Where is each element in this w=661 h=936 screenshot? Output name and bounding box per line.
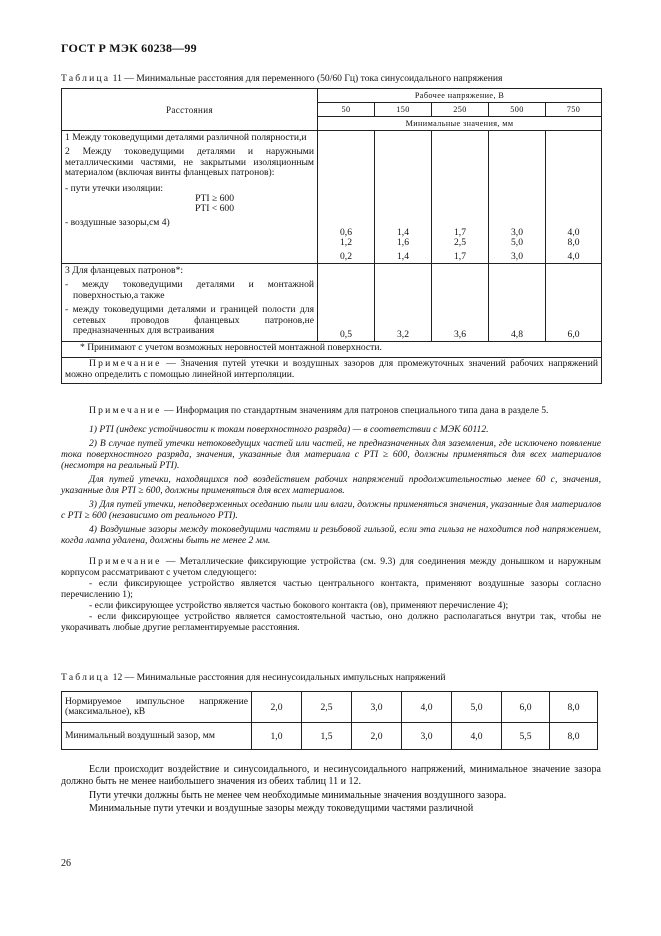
value-cell: 4,0	[452, 723, 502, 750]
group3-description	[62, 264, 318, 342]
value-cell: 3,2	[375, 264, 432, 342]
value-cell: 3,0	[511, 226, 523, 238]
value-cell: 8,0	[550, 692, 598, 723]
table12-caption-word: Таблица	[61, 672, 111, 683]
value-cell: 4,8	[489, 264, 546, 342]
group3-item: 3 Для фланцевых патронов*:	[65, 265, 184, 276]
group1-pti-ge600: PTI ≥ 600	[195, 193, 234, 205]
note2-word: Примечание	[89, 556, 162, 567]
value-cell: 4,0	[567, 226, 580, 238]
footnote-2: 2) В случае путей утечки нетоковедущих частей или частей, не предназначенных для заземления, где исключено появление тока поверхностного разряда, значения, указанные для материала с PTI ≥ 600, должны применяться для всех материалов (несмотря на реальный PTI).	[61, 438, 601, 471]
paragraph-combined-voltage: Если происходит воздействие и синусоидального, и несинусоидального напряжений, минимальное значение зазора должно быть не менее наибольшего значения из обеих таблиц 11 и 12.	[61, 764, 601, 787]
paragraph-min-paths: Минимальные пути утечки и воздушные зазоры между токоведущими частями различной	[89, 803, 474, 815]
group1-leakage: - пути утечки изоляции:	[65, 182, 164, 194]
voltage-50: 50	[318, 103, 375, 117]
value-cell: 3,0	[402, 723, 452, 750]
note-fixing-devices	[61, 556, 601, 578]
value-cell: 1,4	[397, 250, 409, 262]
value-cell: 2,5	[454, 237, 466, 249]
bullet-side-contact: - если фиксирующее устройство является частью бокового контакта (ов), применяют перечисление 4);	[89, 600, 509, 611]
table11-note	[62, 358, 602, 384]
group1-item1: 1 Между токоведущими деталями различной полярности,и	[65, 132, 307, 143]
value-cell: 5,0	[452, 692, 502, 723]
value-cell: 1,2	[340, 237, 352, 249]
notes-and-footnotes	[61, 405, 601, 633]
standard-header: ГОСТ Р МЭК 60238—99	[61, 41, 197, 55]
note-special-types	[61, 405, 601, 416]
table12-row-gap	[62, 723, 598, 750]
value-cell: 1,7	[454, 226, 466, 238]
row2-label: Минимальный воздушный зазор, мм	[62, 723, 252, 750]
value-cell: 3,0	[352, 692, 402, 723]
footnote-1: 1) PTI (индекс устойчивости к токам поверхностного разряда) — в соответствии с МЭК 60112.	[89, 424, 489, 435]
group1-description	[62, 131, 318, 264]
row1-label: Нормируемое импульсное напряжение (максимальное), кВ	[62, 692, 252, 723]
value-cell: 2,0	[352, 723, 402, 750]
value-cell: 4,0	[402, 692, 452, 723]
note1-word: Примечание	[89, 405, 162, 416]
value-cell: 6,0	[502, 692, 550, 723]
table-12	[61, 691, 598, 750]
value-cell: 4,0	[567, 250, 580, 262]
value-cell: 0,5	[318, 264, 375, 342]
value-cell: 5,0	[511, 237, 523, 249]
table11-group-3	[62, 264, 602, 342]
group1-col-50	[318, 131, 375, 264]
page-number: 26	[61, 858, 71, 869]
group1-col-150	[375, 131, 432, 264]
col-head-distances: Расстояния	[62, 89, 318, 131]
table11-note-text: — Значения путей утечки и воздушных зазоров для промежуточных значений рабочих напряжений можно определить с помощью линейной интерполяции.	[65, 358, 599, 380]
table11-footnote: * Принимают с учетом возможных неровностей монтажной поверхности.	[62, 342, 602, 358]
value-cell: 3,0	[511, 250, 523, 262]
voltage-150: 150	[375, 103, 432, 117]
value-cell: 8,0	[550, 723, 598, 750]
value-cell: 0,6	[340, 226, 352, 238]
min-values-head: Минимальные значения, мм	[318, 117, 602, 131]
closing-paragraphs	[61, 764, 601, 815]
footnote-3: 3) Для путей утечки, неподверженных оседанию пыли или влаги, должны применяться значения, указанные для материалов с PTI ≥ 600 (независимо от реального PTI).	[61, 499, 601, 521]
footnote-2b: Для путей утечки, находящихся под воздействием рабочих напряжений продолжительностью менее 60 с, значения, указанные для PTI ≥ 600, должны применяться для всех материалов.	[61, 474, 601, 496]
table12-caption	[61, 672, 446, 683]
note2-text: — Металлические фиксирующие устройства (см. 9.3) для соединения между донышком и наружным корпусом рассматривают с учетом следующего:	[61, 556, 601, 578]
table11-group-1	[62, 131, 602, 264]
value-cell: 3,6	[432, 264, 489, 342]
bullet-separate-part: - если фиксирующее устройство является самостоятельной частью, оно должно располагаться внутри так, чтобы не укорачивать любые другие регламентируемые расстояния.	[61, 611, 601, 633]
paragraph-leakage-min: Пути утечки должны быть не менее чем необходимые минимальные значения воздушного зазора.	[89, 789, 507, 801]
group1-col-250	[432, 131, 489, 264]
value-cell: 1,6	[397, 237, 409, 249]
group1-air-gaps: - воздушные зазоры,см 4)	[65, 216, 170, 228]
voltage-750: 750	[546, 103, 602, 117]
value-cell: 1,5	[302, 723, 352, 750]
value-cell: 1,7	[454, 250, 466, 262]
value-cell: 2,0	[252, 692, 302, 723]
value-cell: 1,0	[252, 723, 302, 750]
value-cell: 6,0	[546, 264, 602, 342]
table12-caption-text: 12 — Минимальные расстояния для несинусоидальных импульсных напряжений	[110, 672, 446, 683]
table12-row-voltage	[62, 692, 598, 723]
table11-caption	[61, 73, 502, 84]
value-cell: 5,5	[502, 723, 550, 750]
voltage-500: 500	[489, 103, 546, 117]
group1-pti-lt600: PTI < 600	[195, 203, 234, 215]
group1-col-750	[546, 131, 602, 264]
table11-caption-word: Таблица	[61, 73, 111, 84]
table-11	[61, 88, 602, 384]
value-cell: 0,2	[340, 250, 352, 262]
voltage-head: Рабочее напряжение, В	[318, 89, 602, 103]
group1-item2: 2 Между токоведущими деталями и наружными металлическими частями, не закрытыми изоляционным материалом (включая винты фланцевых патронов):	[65, 146, 314, 179]
note1-text: — Информация по стандартным значениям для патронов специального типа дана в разделе 5.	[161, 405, 549, 416]
footnote-4: 4) Воздушные зазоры между токоведущими частями и резьбовой гильзой, если эта гильза не находится под напряжением, когда лампа удалена, должны быть не менее 2 мм.	[61, 524, 601, 546]
voltage-250: 250	[432, 103, 489, 117]
value-cell: 8,0	[567, 237, 580, 249]
value-cell: 1,4	[397, 226, 409, 238]
bullet-central-contact: - если фиксирующее устройство является частью центрального контакта, применяют воздушные зазоры согласно перечислению 1);	[61, 578, 601, 600]
group3-cavity: - между токоведущими деталями и границей полости для сетевых проводов фланцевых патронов,не предназначенных для встраивания	[65, 304, 314, 337]
table11-caption-text: 11 — Минимальные расстояния для переменного (50/60 Гц) тока синусоидального напряжения	[110, 73, 503, 84]
table11-note-word: Примечание	[89, 358, 162, 369]
value-cell: 2,5	[302, 692, 352, 723]
group1-col-500	[489, 131, 546, 264]
group3-mount-surface: - между токоведущими деталями и монтажной поверхностью,а также	[65, 279, 314, 301]
